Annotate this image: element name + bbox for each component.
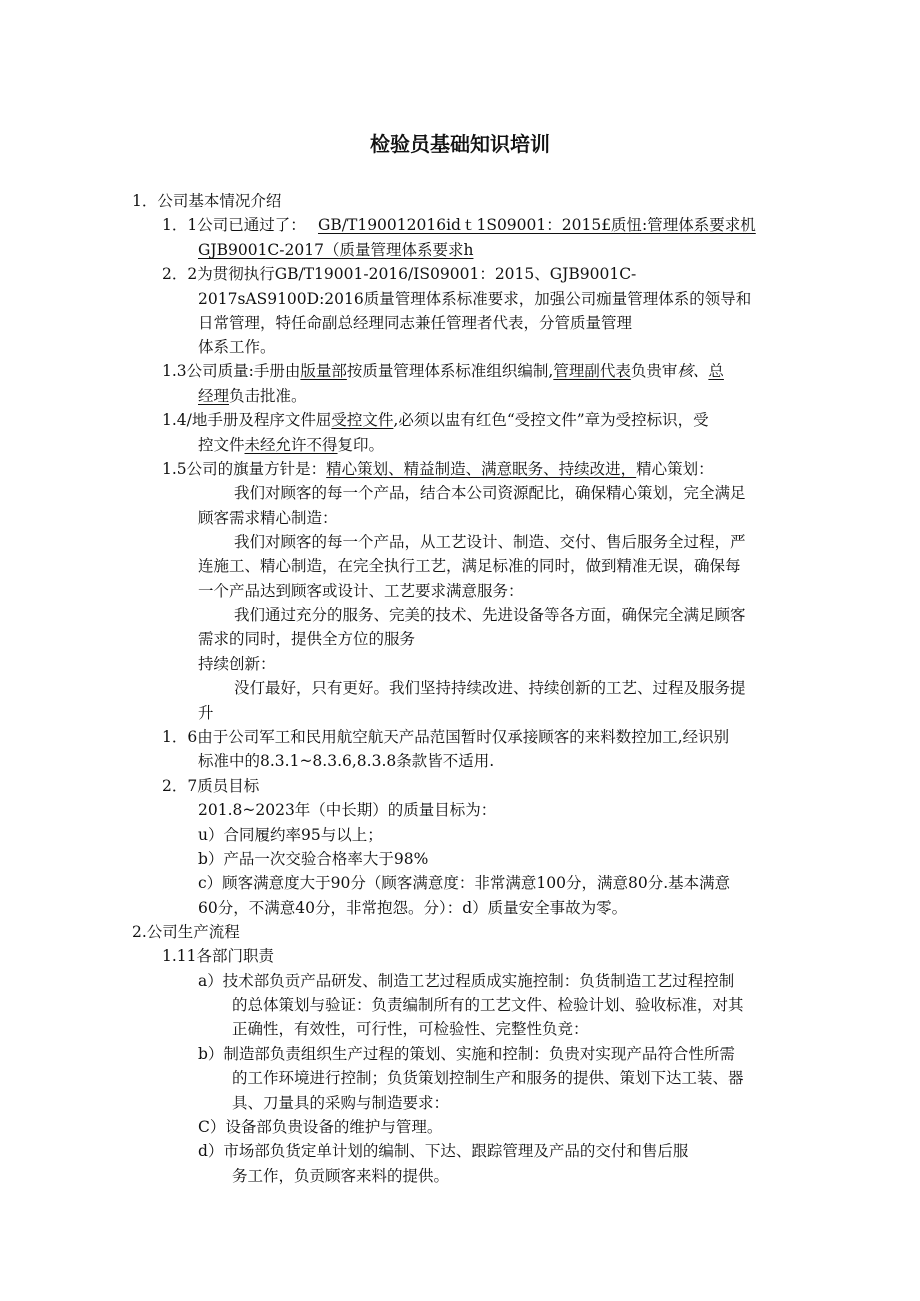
underlined-text: 总 <box>708 362 724 380</box>
paragraph-line: 我们对顾客的每一个产品，从工艺设计、制造、交付、售后服务全过程，严 <box>234 533 746 551</box>
list-item-cont: 正确性，有效性，可行性，可检验性、完整性负竞： <box>232 1020 589 1038</box>
underlined-text: 经理 <box>198 387 230 405</box>
section-1-heading: 1．公司基本情况介绍 <box>132 192 282 210</box>
paragraph-line: 一个产品达到顾客或设计、工艺要求满意服务： <box>198 582 524 600</box>
text-run: 1.5公司的旗量方针是： <box>162 460 327 478</box>
item-1-2-cont-2: 日常管理，特任命副总经理同志兼任管理者代表，分管质量管理 <box>198 314 633 332</box>
paragraph-line: 我们对顾客的每一个产品，结合本公司资源配比，确保精心策划，完全满足 <box>234 484 746 502</box>
item-1-1-standards-cont: GJB9001C-2017（质量管理体系要求h <box>198 241 474 259</box>
document-title: 检验员基础知识培训 <box>370 132 550 156</box>
underlined-text: 版量部 <box>300 362 347 380</box>
underlined-text: 未经允许不得 <box>244 436 338 454</box>
item-1-1-standards: GB/T190012016idｔ1S09001：2015£质忸:管理体系要求机 <box>318 216 756 234</box>
item-1-6: 1．6由于公司军工和民用航空航天产品范国暂时仅承接顾客的来料数控加工,经识别 <box>162 728 730 746</box>
text-run: ,必须以盅有红色“受控文件”章为受控标识，受 <box>393 411 709 429</box>
list-item-cont: 的总体策划与验证：负责编制所有的工艺文件、检验计划、验收标准，对其 <box>232 996 744 1014</box>
list-item: b）产品一次交验合格率大于98% <box>198 850 429 868</box>
paragraph-line: 我们通过充分的服务、完美的技术、先进设备等各方面，确保完全满足顾客 <box>234 606 746 624</box>
paragraph-line: 需求的同时，提供全方位的服务 <box>198 630 416 648</box>
item-1-1-prefix: 1．1公司已通过了： <box>162 216 306 234</box>
item-1-2-cont-3: 体系工作。 <box>198 338 276 356</box>
item-1-7: 2．7质员目标 <box>162 777 260 795</box>
item-1-4 <box>162 410 709 430</box>
item-2-1: 1.11各部门职责 <box>162 947 275 965</box>
paragraph-line: 持续创新： <box>198 655 276 673</box>
list-item-cont: 务工作，负贡顾客来料的提供。 <box>232 1167 450 1185</box>
item-1-3-cont <box>198 386 307 406</box>
text-run: 负击批准。 <box>229 387 307 405</box>
item-1-5 <box>162 459 714 479</box>
paragraph-line: 连施工、精心制造，在完全执行工艺，满足标准的同时，做到精准无误，确保每 <box>198 557 741 575</box>
list-item-cont: 的工作环境进行控制；负货策划控制生产和服务的提供、策划下达工装、器 <box>232 1069 744 1087</box>
list-item: a）技术部负贡产品研发、制造工艺过程质成实施控制：负货制造工艺过程控制 <box>198 972 735 990</box>
list-item: C）设备部负贵设备的维护与管理。 <box>198 1118 443 1136</box>
item-1-2: 2．2为贯彻执行GB/T19001-2016/IS09001：2015、GJB9001C- <box>162 265 637 283</box>
paragraph-line: 升 <box>198 704 214 722</box>
item-1-2-cont-1: 2017sAS9100D:2016质量管理体系标准要求，加强公司痂量管理体系的领导和 <box>198 290 752 308</box>
paragraph-line: 顾客需求精心制造： <box>198 509 338 527</box>
item-1-3 <box>162 361 724 381</box>
text-run: 复印。 <box>337 436 385 454</box>
text-run: 按质量管理体系标准组织编制, <box>346 362 554 380</box>
text-run: 1.4/地手册及程序文件屈 <box>162 411 332 429</box>
section-2-heading: 2.公司生产流程 <box>132 923 240 941</box>
list-item: u）合同履约率95与以上； <box>198 826 383 844</box>
underlined-text: 受控文件 <box>331 411 394 429</box>
paragraph-line: 201.8~2023年（中长期）的质量目标为： <box>198 801 497 819</box>
paragraph-line: 没仃最好，只有更好。我们坚持持续改进、持续创新的工艺、过程及服务提 <box>234 679 746 697</box>
list-item: b）制造部负责组织生产过程的策划、实施和控制：负贵对实现产品符合性所需 <box>198 1045 735 1063</box>
text-run: 1.3公司质量:手册由 <box>162 362 301 380</box>
text-run: 精心策划： <box>636 460 714 478</box>
item-1-6-cont: 标准中的8.3.1~8.3.6,8.3.8条款皆不适用. <box>198 752 495 770</box>
list-item: c）顾客满意度大于90分（顾客满意度：非常满意100分，满意80分.基本满意 <box>198 874 731 892</box>
list-item-cont: 60分，不满意40分，非常抱怨。分）：d）质量安全事故为零。 <box>198 899 628 917</box>
list-item: d）市场部负货定单计划的编制、下达、跟踪管理及产品的交付和售后服 <box>198 1142 689 1160</box>
text-run: 负贵审 <box>630 362 678 380</box>
underlined-text: 管理副代表 <box>553 362 631 380</box>
list-item-cont: 具、刀量具的采购与制造要求： <box>232 1094 450 1112</box>
italic-text: 核、 <box>677 362 709 380</box>
item-1-4-cont <box>198 435 384 455</box>
underlined-text: 精心策划、精益制造、满意眠务、持续改进， <box>326 460 637 478</box>
text-run: 控文件 <box>198 436 245 454</box>
